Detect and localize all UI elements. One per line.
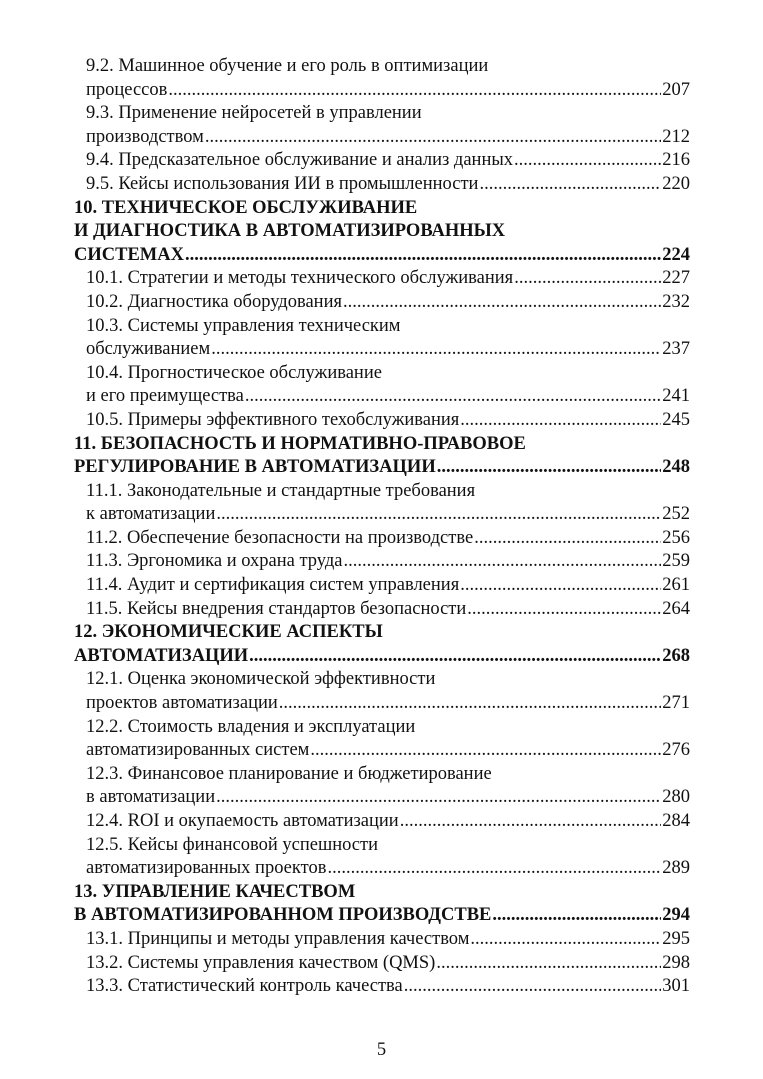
toc-page-number: 212 (662, 126, 690, 147)
toc-chapter-title-cont: И ДИАГНОСТИКА В АВТОМАТИЗИРОВАННЫХ (74, 221, 506, 242)
dot-leader (460, 409, 661, 433)
toc-entry (74, 527, 690, 551)
toc-entry-title: 10.1. Стратегии и методы технического обслуживания (86, 268, 514, 289)
toc-entry-title: 13.2. Системы управления качеством (QMS) (86, 952, 436, 973)
toc-entry-title-cont: автоматизированных проектов (86, 858, 327, 879)
toc-chapter-title-cont: АВТОМАТИЗАЦИИ (74, 645, 249, 666)
toc-entry (74, 763, 690, 810)
toc-page-number: 252 (662, 504, 690, 525)
toc-chapter (74, 621, 690, 668)
dot-leader (249, 645, 661, 669)
toc-entry-title: 12.1. Оценка экономической эффективности (86, 669, 436, 690)
dot-leader (168, 79, 661, 103)
toc-entry (74, 810, 690, 834)
toc-chapter (74, 197, 690, 268)
toc-entry-title-cont: производством (86, 126, 204, 147)
toc-page-number: 268 (662, 645, 690, 666)
dot-leader (437, 456, 662, 480)
dot-leader (404, 975, 661, 999)
dot-leader (467, 598, 661, 622)
toc-entry (74, 834, 690, 881)
toc-page-number: 284 (662, 811, 690, 831)
toc-entry-title-cont: процессов (86, 79, 168, 100)
toc-entry (74, 102, 690, 149)
toc-page-number: 294 (662, 905, 690, 926)
dot-leader (343, 291, 661, 315)
toc-entry-title-cont: обслуживанием (86, 339, 211, 360)
toc-chapter-title-cont: СИСТЕМАХ (74, 244, 184, 265)
dot-leader (205, 126, 661, 150)
toc-page-number: 241 (662, 386, 690, 407)
toc-page-number: 295 (662, 928, 690, 949)
toc-entry-title: 10.5. Примеры эффективного техобслуживания (86, 409, 460, 430)
dot-leader (400, 810, 662, 834)
toc-chapter-title: 10. ТЕХНИЧЕСКОЕ ОБСЛУЖИВАНИЕ (74, 197, 418, 218)
toc-entry (74, 550, 690, 574)
dot-leader (514, 149, 661, 173)
toc-entry-title-cont: проектов автоматизации (86, 693, 278, 714)
dot-leader (474, 527, 661, 551)
dot-leader (327, 857, 661, 881)
toc-entry-title: 10.2. Диагностика оборудования (86, 291, 342, 312)
toc-entry-title: 11.1. Законодательные и стандартные требования (86, 480, 476, 501)
toc-entry (74, 267, 690, 291)
toc-entry-title: 12.5. Кейсы финансовой успешности (86, 834, 379, 855)
toc-page-number: 264 (662, 598, 690, 619)
toc-entry-title: 10.4. Прогностическое обслуживание (86, 362, 382, 383)
toc-entry-title-cont: в автоматизации (86, 787, 216, 808)
toc-entry-title-cont: и его преимущества (86, 386, 244, 407)
toc-page-number: 259 (662, 551, 690, 572)
toc-entry-title: 11.3. Эргономика и охрана труда (86, 551, 343, 572)
toc-entry (74, 716, 690, 763)
toc-entry-title: 13.1. Принципы и методы управления качеством (86, 928, 470, 949)
toc-chapter-title-cont: РЕГУЛИРОВАНИЕ В АВТОМАТИЗАЦИИ (74, 457, 436, 478)
toc-entry (74, 149, 690, 173)
dot-leader (245, 385, 661, 409)
toc-entry (74, 952, 690, 976)
dot-leader (185, 244, 661, 268)
toc-entry-title-cont: автоматизированных систем (86, 740, 310, 761)
toc-entry-title: 11.2. Обеспечение безопасности на производстве (86, 527, 474, 548)
toc-entry-title: 11.4. Аудит и сертификация систем управления (86, 575, 460, 596)
toc-page-number: 301 (662, 976, 690, 997)
toc-entry-title: 13.3. Статистический контроль качества (86, 976, 403, 997)
toc-entry (74, 574, 690, 598)
toc-entry (74, 668, 690, 715)
toc-entry (74, 975, 690, 999)
toc-page-number: 256 (662, 527, 690, 548)
toc-page-number: 280 (662, 787, 690, 808)
toc-chapter (74, 881, 690, 928)
toc-entry (74, 409, 690, 433)
dot-leader (211, 338, 661, 362)
toc-page-number: 216 (662, 150, 690, 171)
dot-leader (479, 173, 661, 197)
toc-entry-title: 12.4. ROI и окупаемость автоматизации (86, 811, 399, 831)
toc-page-number: 207 (662, 79, 690, 100)
toc-chapter-title: 13. УПРАВЛЕНИЕ КАЧЕСТВОМ (74, 881, 356, 902)
toc-page-number: 232 (662, 291, 690, 312)
toc-entry (74, 480, 690, 527)
toc-entry-title: 9.5. Кейсы использования ИИ в промышленности (86, 173, 479, 194)
toc-entry-title: 12.2. Стоимость владения и эксплуатации (86, 716, 416, 737)
dot-leader (216, 503, 661, 527)
dot-leader (514, 267, 661, 291)
toc-page-number: 289 (662, 858, 690, 879)
toc-page-number: 220 (662, 173, 690, 194)
toc-page-number: 271 (662, 693, 690, 714)
toc-entry (74, 362, 690, 409)
toc-entry-title: 11.5. Кейсы внедрения стандартов безопасности (86, 598, 467, 619)
toc-entry (74, 173, 690, 197)
dot-leader (470, 928, 661, 952)
dot-leader (492, 904, 661, 928)
toc-entry (74, 55, 690, 102)
toc-chapter-title-cont: В АВТОМАТИЗИРОВАННОМ ПРОИЗВОДСТВЕ (74, 905, 492, 926)
toc-entry (74, 928, 690, 952)
toc-entry-title: 9.2. Машинное обучение и его роль в оптимизации (86, 56, 489, 76)
toc-page-number: 237 (662, 339, 690, 360)
toc-page-number: 276 (662, 740, 690, 761)
toc-chapter-title: 11. БЕЗОПАСНОСТЬ И НОРМАТИВНО-ПРАВОВОЕ (74, 433, 526, 454)
dot-leader (216, 786, 661, 810)
toc-page-number: 261 (662, 575, 690, 596)
dot-leader (344, 550, 662, 574)
toc-entry (74, 291, 690, 315)
toc-page-number: 224 (662, 244, 690, 265)
toc-page-number: 245 (662, 409, 690, 430)
toc-entry (74, 598, 690, 622)
toc-page-number: 248 (662, 457, 690, 478)
page-number: 5 (376, 1040, 387, 1060)
toc-entry-title: 12.3. Финансовое планирование и бюджетирование (86, 763, 492, 784)
dot-leader (310, 739, 661, 763)
dot-leader (460, 574, 661, 598)
toc-entry (74, 315, 690, 362)
dot-leader (279, 692, 661, 716)
toc-chapter-title: 12. ЭКОНОМИЧЕСКИЕ АСПЕКТЫ (74, 622, 383, 643)
table-of-contents (74, 55, 690, 999)
toc-page-number: 227 (662, 268, 690, 289)
toc-entry-title: 9.3. Применение нейросетей в управлении (86, 103, 422, 124)
toc-page-number: 298 (662, 952, 690, 973)
toc-entry-title-cont: к автоматизации (86, 504, 216, 525)
toc-chapter (74, 433, 690, 480)
toc-entry-title: 10.3. Системы управления техническим (86, 315, 401, 336)
dot-leader (436, 952, 661, 976)
toc-entry-title: 9.4. Предсказательное обслуживание и анализ данных (86, 150, 514, 171)
